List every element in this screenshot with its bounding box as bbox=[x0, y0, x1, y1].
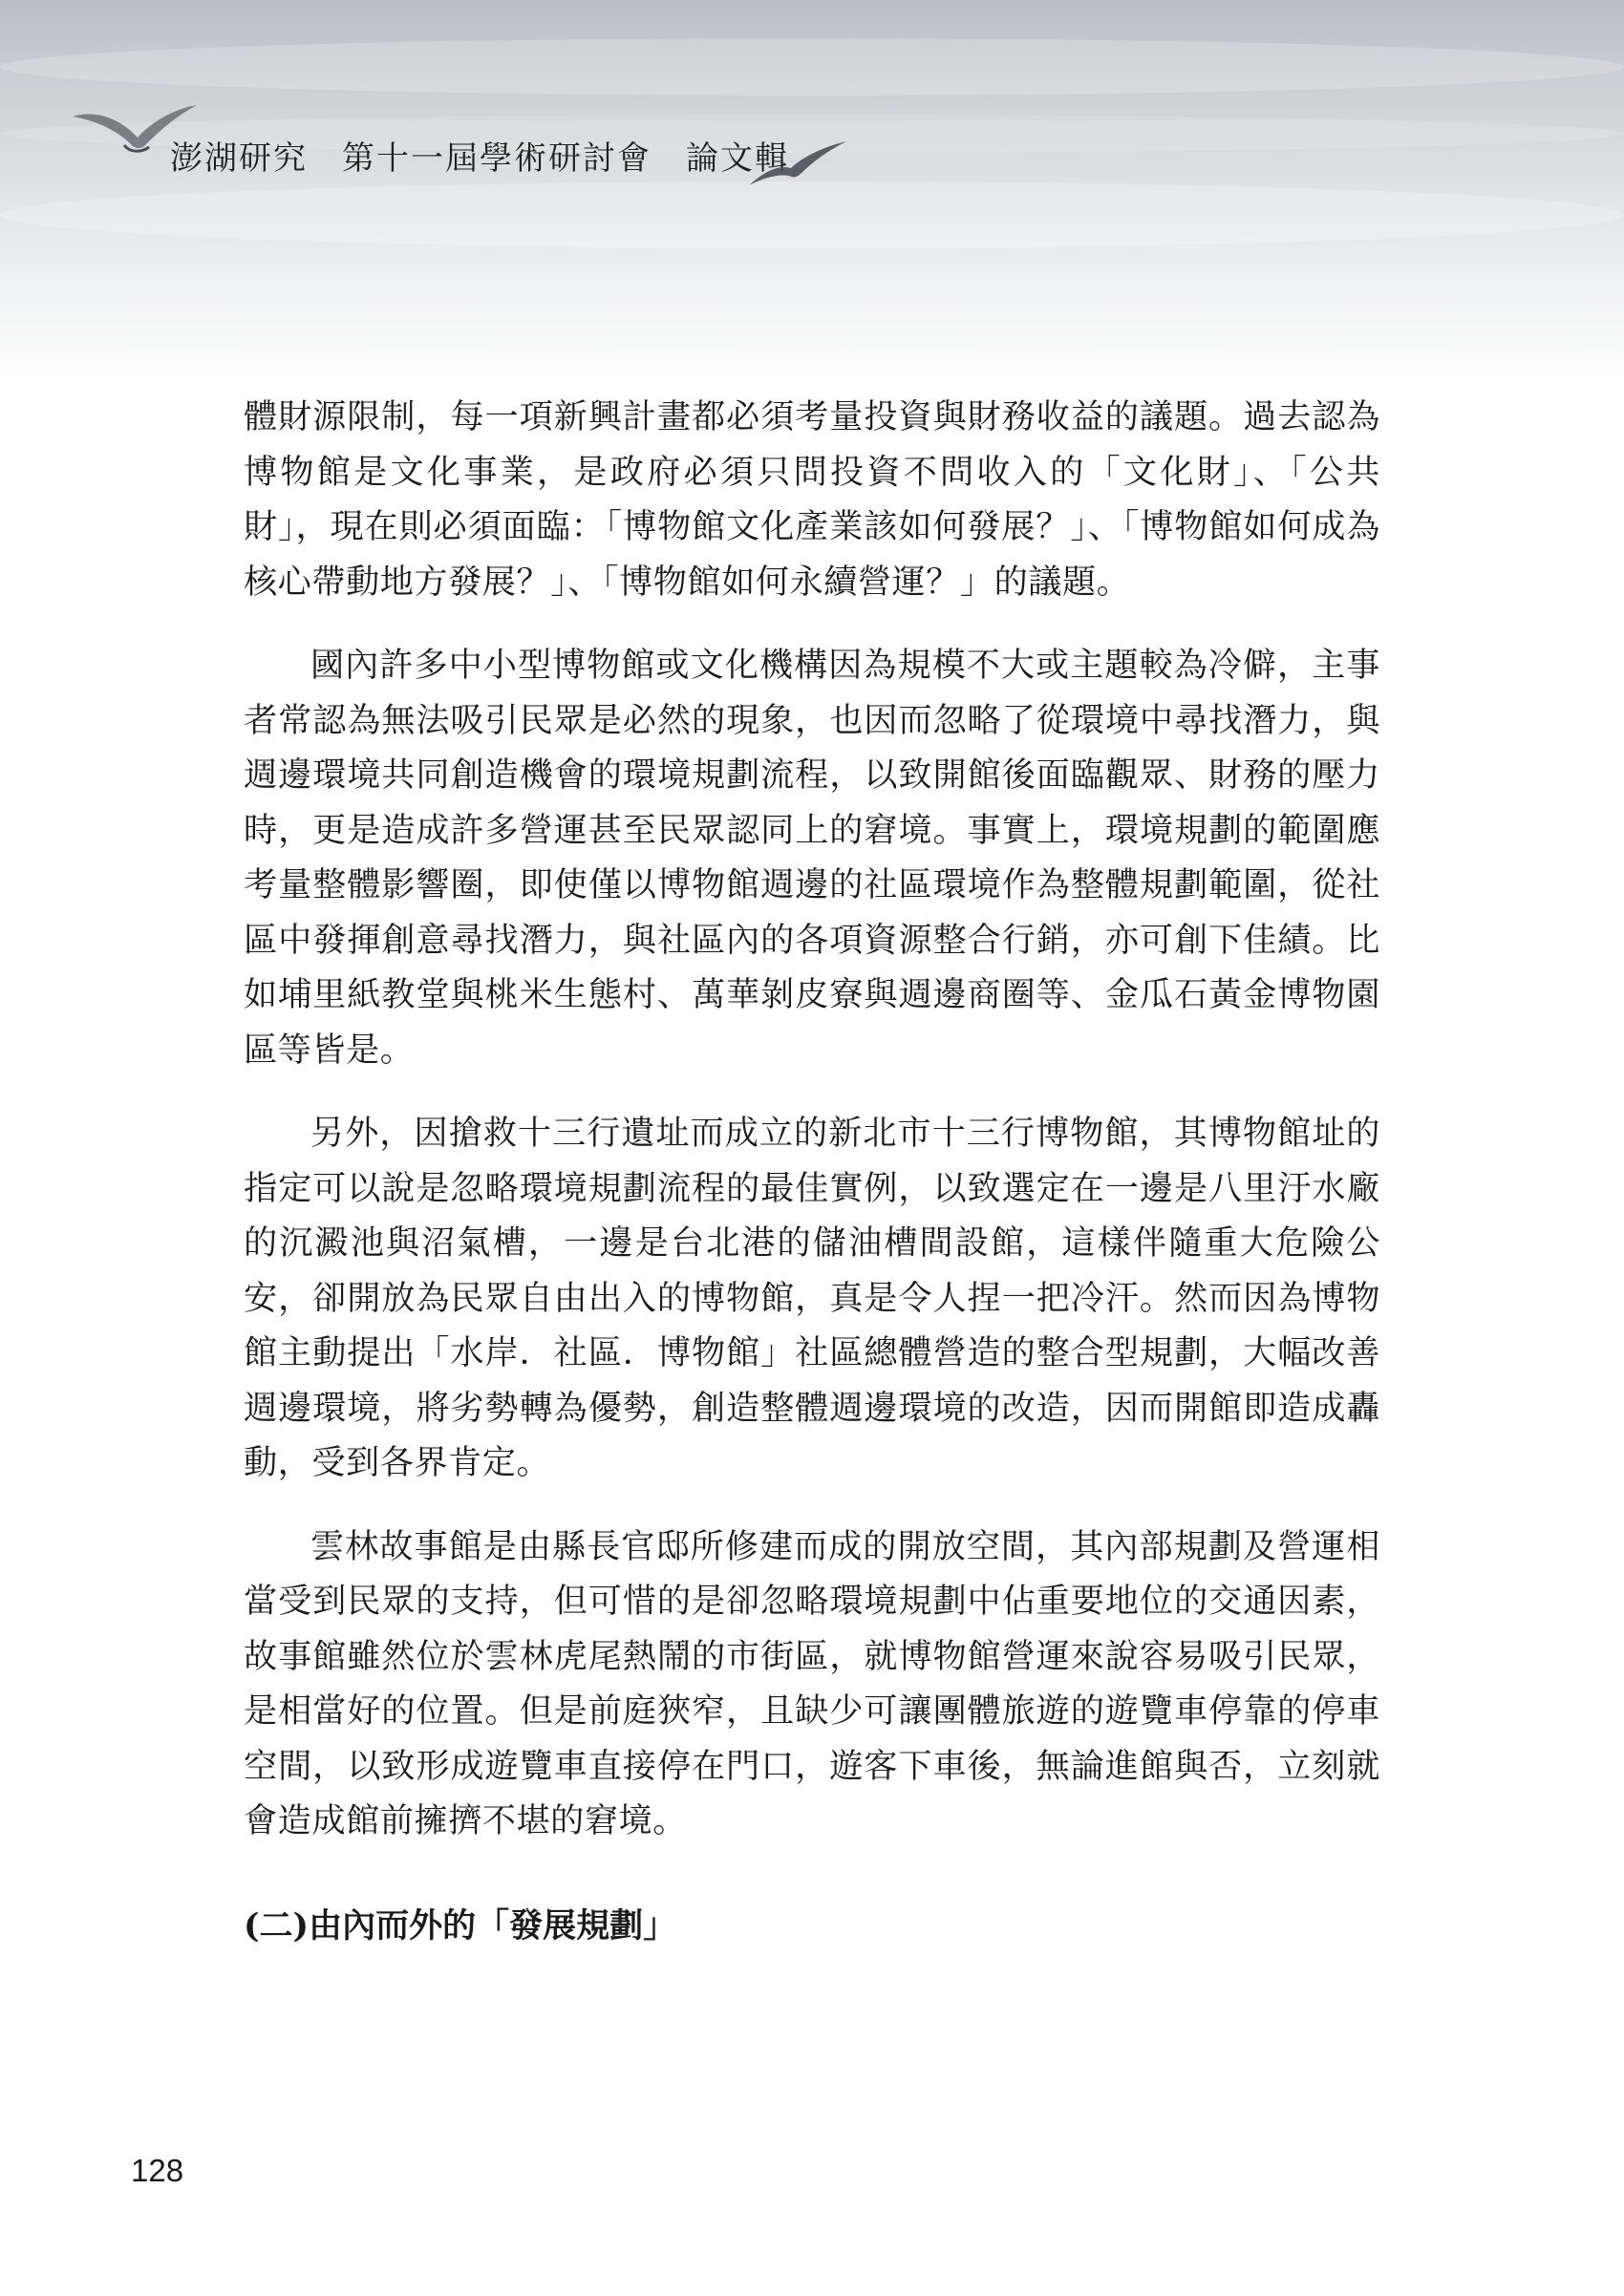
running-head: 澎湖研究 第十一屆學術研討會 論文輯 bbox=[170, 139, 789, 178]
paragraph-2: 國內許多中小型博物館或文化機構因為規模不大或主題較為冷僻，主事者常認為無法吸引民眾是必然的現象，也因而忽略了從環境中尋找潛力，與週邊環境共同創造機會的環境規劃流程，以致開館後面臨觀眾、財務的壓力時，更是造成許多營運甚至民眾認同上的窘境。事實上，環境規劃的範圍應考量整體影響圈，即使僅以博物館週邊的社區環境作為整體規劃範圍，從社區中發揮創意尋找潛力，與社區內的各項資源整合行銷，亦可創下佳績。比如埔里紙教堂與桃米生態村、萬華剝皮寮與週邊商圈等、金瓜石黃金博物園區等皆是。 bbox=[244, 646, 1380, 1070]
paragraph-1: 體財源限制，每一項新興計畫都必須考量投資與財務收益的議題。過去認為博物館是文化事業，是政府必須只問投資不問收入的「文化財」、「公共財」，現在則必須面臨：「博物館文化產業該如何發展？」、「博物館如何成為核心帶動地方發展？」、「博物館如何永續營運？」的議題。 bbox=[244, 397, 1380, 602]
paragraph-3: 另外，因搶救十三行遺址而成立的新北市十三行博物館，其博物館址的指定可以說是忽略環境規劃流程的最佳實例，以致選定在一邊是八里汙水廠的沉澱池與沼氣槽，一邊是台北港的儲油槽間設館，這樣伴隨重大危險公安，卻開放為民眾自由出入的博物館，真是令人捏一把冷汗。然而因為博物館主動提出「水岸．社區．博物館」社區總體營造的整合型規劃，大幅改善週邊環境，將劣勢轉為優勢，創造整體週邊環境的改造，因而開館即造成轟動，受到各界肯定。 bbox=[244, 1114, 1380, 1482]
seagull-right-icon bbox=[745, 136, 850, 193]
page-number: 128 bbox=[131, 2153, 184, 2188]
section-subheading: (二)由內而外的「發展規劃」 bbox=[244, 1905, 677, 1945]
article-body bbox=[244, 390, 1380, 1953]
paragraph-4: 雲林故事館是由縣長官邸所修建而成的開放空間，其內部規劃及營運相當受到民眾的支持，但可惜的是卻忽略環境規劃中佔重要地位的交通因素，故事館雖然位於雲林虎尾熱鬧的市街區，就博物館營運來說容易吸引民眾，是相當好的位置。但是前庭狹窄，且缺少可讓團體旅遊的遊覽車停靠的停車空間，以致形成遊覽車直接停在門口，遊客下車後，無論進館與否，立刻就會造成館前擁擠不堪的窘境。 bbox=[244, 1526, 1380, 1840]
header-banner bbox=[0, 0, 1624, 382]
